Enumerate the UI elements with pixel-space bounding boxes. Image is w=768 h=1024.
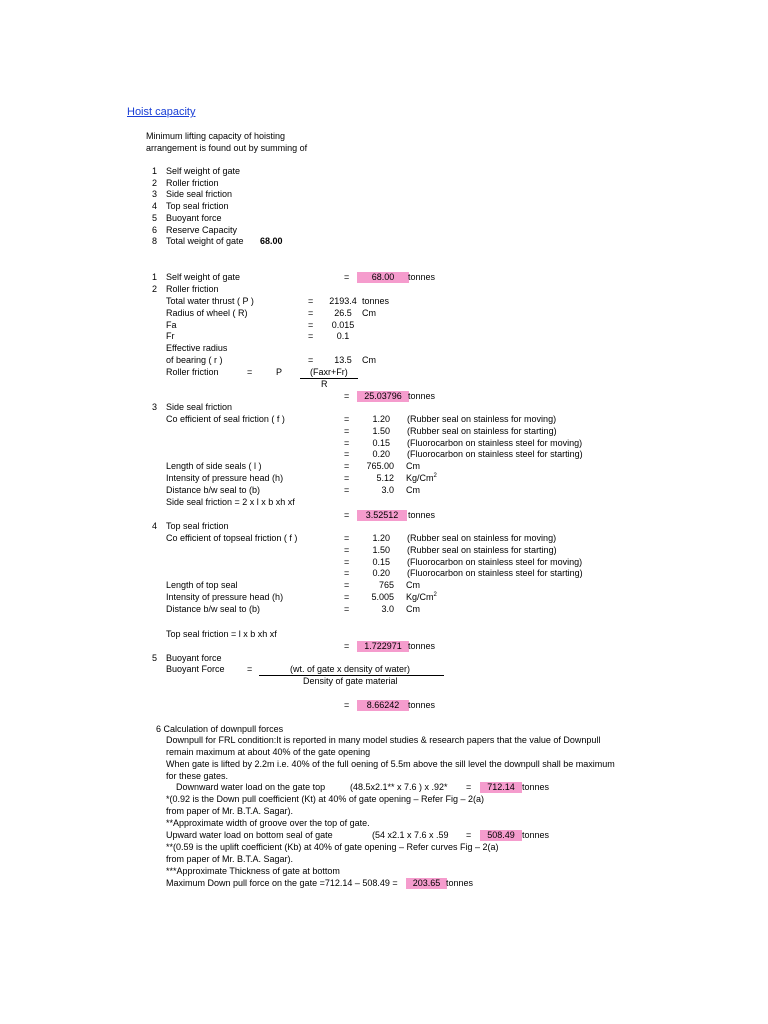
- coefficient-note: (Rubber seal on stainless for starting): [407, 544, 557, 555]
- coefficient-note: (Rubber seal on stainless for moving): [407, 414, 557, 424]
- equals-sign: =: [344, 461, 350, 471]
- equals-sign: =: [344, 700, 350, 710]
- unit-label: tonnes: [408, 272, 436, 282]
- fraction-line: [300, 378, 358, 379]
- unit-label: tonnes: [522, 830, 550, 840]
- param-label: Distance b/w seal to (b): [166, 485, 261, 495]
- upward-load-result: 508.49: [480, 830, 522, 841]
- intro-line: Minimum lifting capacity of hoisting: [146, 131, 286, 141]
- footnote-line: ***Approximate Thickness of gate at bottom: [166, 866, 340, 876]
- formula-label: Side seal friction = 2 x l x b xh xf: [166, 497, 295, 507]
- coefficient-value: 0.15: [372, 556, 390, 567]
- coefficient-value: 1.20: [372, 414, 390, 424]
- paragraph-line: When gate is lifted by 2.2m i.e. 40% of the full oening of 5.5m above the sill level the downpull shall be maximum: [166, 759, 615, 769]
- param-label: Effective radius: [166, 343, 228, 354]
- param-label: Fa: [166, 319, 177, 330]
- unit-label: tonnes: [408, 641, 436, 651]
- footnote-line: *(0.92 is the Down pull coefficient (Kt) at 40% of gate opening – Refer Fig – 2(a): [166, 794, 485, 804]
- equals-sign: =: [308, 307, 314, 318]
- section-label: Self weight of gate: [166, 272, 241, 282]
- param-label: Intensity of pressure head (h): [166, 473, 284, 483]
- param-label: Fr: [166, 331, 175, 342]
- section-number: 3: [152, 402, 158, 412]
- side-seal-result: 3.52512: [357, 510, 407, 521]
- downward-load-result: 712.14: [480, 782, 522, 793]
- formula-denominator: R: [321, 379, 328, 389]
- param-label: Length of top seal: [166, 580, 238, 590]
- param-label: Length of side seals ( l ): [166, 461, 262, 471]
- equals-sign: =: [308, 355, 314, 365]
- self-weight-result: 68.00: [357, 272, 409, 283]
- equals-sign: =: [344, 592, 350, 602]
- equals-sign: =: [344, 556, 350, 567]
- upward-load-label: Upward water load on bottom seal of gate: [166, 830, 333, 840]
- total-weight-value: 68.00: [260, 236, 283, 247]
- list-item-label: Reserve Capacity: [166, 224, 238, 235]
- coefficient-note: (Rubber seal on stainless for starting): [407, 425, 557, 436]
- list-item-label: Buoyant force: [166, 212, 222, 223]
- param-unit: Cm: [406, 604, 420, 614]
- param-value: 13.5: [334, 355, 352, 365]
- equals-sign: =: [344, 485, 350, 495]
- unit-superscript: 2: [433, 473, 437, 479]
- paragraph-line: for these gates.: [166, 771, 229, 781]
- unit-label: tonnes: [522, 782, 550, 792]
- coefficient-value: 0.20: [372, 568, 390, 579]
- section-number: 4: [152, 521, 158, 531]
- formula-denominator: Density of gate material: [303, 676, 398, 686]
- equals-sign: =: [247, 664, 253, 674]
- equals-sign: =: [247, 367, 253, 377]
- param-label: of bearing ( r ): [166, 355, 223, 365]
- paragraph-line: Downpull for FRL condition:It is reported in many model studies & research papers that the value of Downpull: [166, 735, 601, 745]
- equals-sign: =: [344, 641, 350, 651]
- equals-sign: =: [344, 544, 350, 555]
- param-unit: Cm: [406, 461, 420, 471]
- param-value: 2193.4: [329, 296, 357, 306]
- footnote-line: from paper of Mr. B.T.A. Sagar).: [166, 854, 294, 864]
- equals-sign: =: [344, 449, 350, 460]
- section-label: Side seal friction: [166, 402, 233, 412]
- param-unit: Kg/Cm$^2$: [406, 473, 437, 483]
- unit-label: tonnes: [408, 391, 436, 401]
- param-value: 3.0: [381, 485, 394, 495]
- equals-sign: =: [344, 473, 350, 483]
- equals-sign: =: [308, 296, 314, 306]
- coefficient-value: 1.50: [372, 425, 390, 436]
- coefficient-value: 0.15: [372, 437, 390, 448]
- formula-numerator: (wt. of gate x density of water): [290, 664, 411, 674]
- coefficient-note: (Rubber seal on stainless for moving): [407, 533, 557, 543]
- footnote-line: from paper of Mr. B.T.A. Sagar).: [166, 806, 294, 816]
- equals-sign: =: [344, 533, 350, 543]
- top-seal-result: 1.722971: [357, 641, 409, 652]
- param-label: Intensity of pressure head (h): [166, 592, 284, 602]
- param-label: Total water thrust ( P ): [166, 296, 254, 306]
- equals-sign: =: [466, 782, 472, 792]
- param-value: 0.015: [331, 319, 355, 330]
- equals-sign: =: [344, 414, 350, 424]
- list-item-label: Side seal friction: [166, 189, 233, 200]
- formula-label: Top seal friction = l x b xh xf: [166, 629, 277, 639]
- list-number: 1: [152, 166, 158, 176]
- equals-sign: =: [344, 425, 350, 436]
- list-item-label: Roller friction: [166, 177, 219, 188]
- section-number: 2: [152, 284, 158, 294]
- coefficient-label: Co efficient of topseal friction ( f ): [166, 533, 298, 543]
- coefficient-value: 1.20: [372, 533, 390, 543]
- list-number: 4: [152, 201, 158, 212]
- roller-friction-result: 25.03796: [357, 391, 409, 402]
- coefficient-label: Co efficient of seal friction ( f ): [166, 414, 285, 424]
- section-number: 1: [152, 272, 158, 282]
- param-unit: Cm: [362, 307, 376, 318]
- list-item-label: Total weight of gate: [166, 236, 244, 247]
- param-unit: tonnes: [362, 296, 390, 306]
- upward-load-formula: (54 x2.1 x 7.6 x .59: [372, 830, 449, 840]
- list-item-label: Top seal friction: [166, 201, 229, 212]
- param-unit: Cm: [406, 580, 420, 590]
- unit-superscript: 2: [433, 592, 437, 598]
- section-number: 5: [152, 653, 158, 663]
- formula-label: Roller friction: [166, 367, 219, 377]
- coefficient-note: (Fluorocarbon on stainless steel for moving): [407, 556, 583, 567]
- page-title[interactable]: Hoist capacity: [127, 106, 196, 118]
- coefficient-note: (Fluorocarbon on stainless steel for starting): [407, 449, 583, 460]
- paragraph-line: remain maximum at about 40% of the gate opening: [166, 747, 371, 757]
- equals-sign: =: [344, 272, 350, 282]
- downward-load-label: Downward water load on the gate top: [176, 782, 326, 792]
- param-value: 26.5: [334, 307, 352, 318]
- footnote-line: **Approximate width of groove over the top of gate.: [166, 818, 370, 828]
- coefficient-value: 0.20: [372, 449, 390, 460]
- coefficient-value: 1.50: [372, 544, 390, 555]
- coefficient-note: (Fluorocarbon on stainless steel for moving): [407, 437, 583, 448]
- equals-sign: =: [308, 331, 314, 342]
- param-unit: Cm: [362, 355, 376, 365]
- section-label: Top seal friction: [166, 521, 229, 531]
- list-number: 6: [152, 224, 158, 235]
- param-label: Distance b/w seal to (b): [166, 604, 261, 614]
- param-value: 765.00: [366, 461, 394, 471]
- param-value: 5.005: [371, 592, 394, 602]
- unit-label: tonnes: [408, 510, 436, 520]
- footnote-line: **(0.59 is the uplift coefficient (Kb) at 40% of gate opening – Refer curves Fig – 2(a): [166, 842, 499, 852]
- intro-line: arrangement is found out by summing of: [146, 143, 308, 153]
- equals-sign: =: [344, 510, 350, 520]
- list-number: 3: [152, 189, 158, 200]
- param-value: 5.12: [376, 473, 394, 483]
- equals-sign: =: [344, 437, 350, 448]
- section-heading: 6 Calculation of downpull forces: [156, 724, 284, 734]
- list-number: 8: [152, 236, 158, 247]
- buoyant-force-result: 8.66242: [357, 700, 409, 711]
- list-number: 5: [152, 212, 158, 223]
- list-item-label: Self weight of gate: [166, 166, 241, 176]
- unit-label: tonnes: [408, 700, 436, 710]
- equals-sign: =: [344, 568, 350, 579]
- param-unit: Kg/Cm$^2$: [406, 592, 437, 602]
- param-value: 3.0: [381, 604, 394, 614]
- param-value: 0.1: [336, 331, 350, 342]
- equals-sign: =: [344, 391, 350, 401]
- formula-term: P: [276, 367, 283, 377]
- formula-numerator: (Faxr+Fr): [310, 367, 348, 377]
- max-downpull-result: 203.65: [406, 878, 447, 889]
- equals-sign: =: [344, 580, 350, 590]
- equals-sign: =: [466, 830, 472, 840]
- list-number: 2: [152, 177, 158, 188]
- equals-sign: =: [344, 604, 350, 614]
- section-label: Buoyant force: [166, 653, 222, 663]
- formula-label: Buoyant Force: [166, 664, 225, 674]
- param-label: Radius of wheel ( R): [166, 307, 248, 318]
- unit-label: tonnes: [446, 878, 474, 888]
- coefficient-note: (Fluorocarbon on stainless steel for starting): [407, 568, 583, 579]
- equals-sign: =: [308, 319, 314, 330]
- section-label: Roller friction: [166, 284, 219, 294]
- max-downpull-label: Maximum Down pull force on the gate =712.14 – 508.49 =: [166, 878, 398, 888]
- param-unit: Cm: [406, 485, 420, 495]
- param-value: 765: [378, 580, 394, 590]
- downward-load-formula: (48.5x2.1** x 7.6 ) x .92*: [350, 782, 448, 792]
